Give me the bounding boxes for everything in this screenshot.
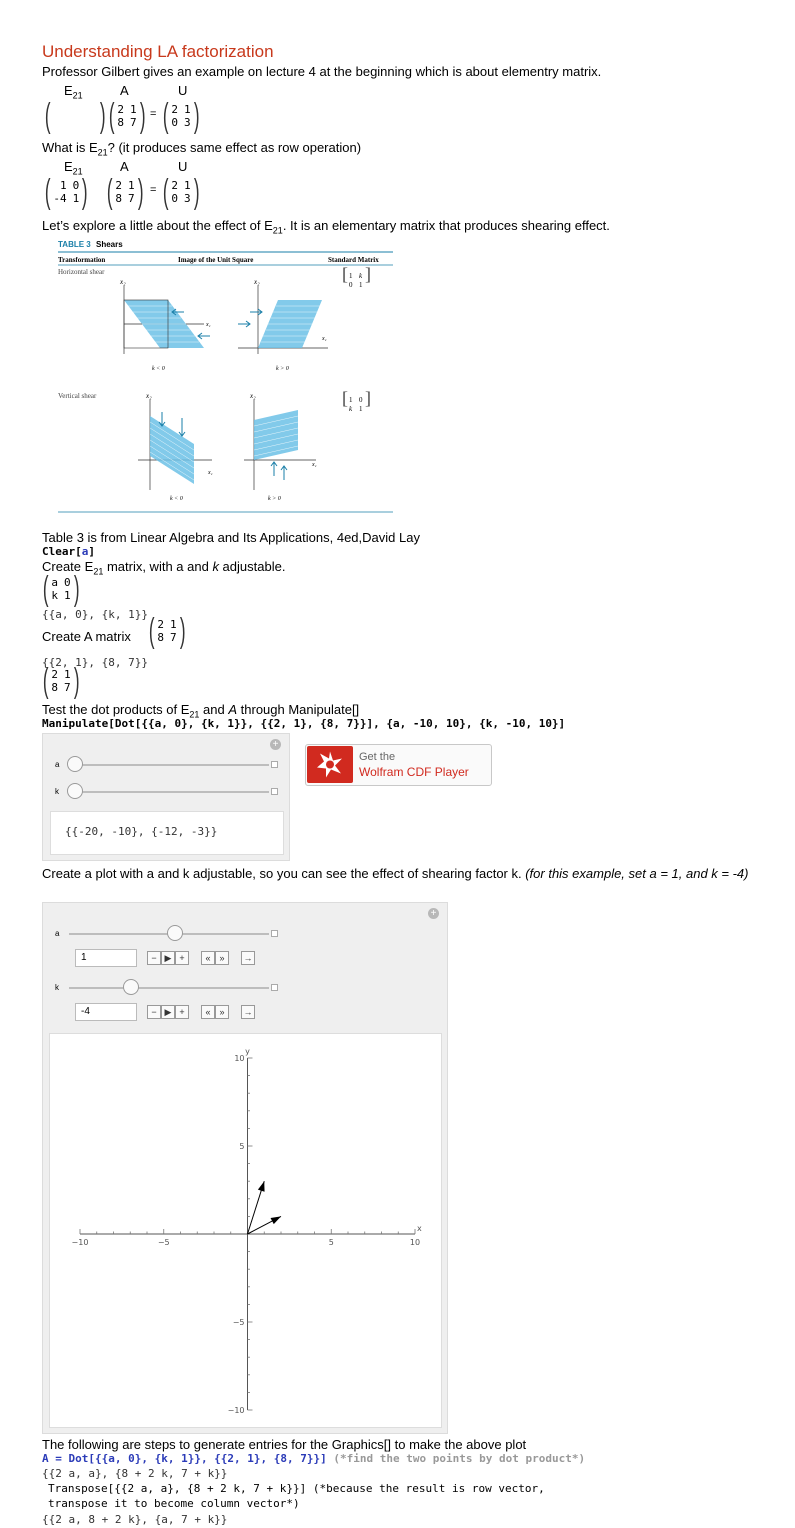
k-value-input[interactable]: -4 [75, 1003, 137, 1021]
plot-area [49, 1033, 442, 1428]
row-vertical-shear: Vertical shear [58, 392, 97, 400]
e-matrix-output: {{a, 0}, {k, 1}} [42, 608, 148, 621]
a-value-input[interactable]: 1 [75, 949, 137, 967]
svg-text:1: 1 [359, 281, 363, 289]
eq2-label-a: A [120, 159, 129, 174]
svg-text:[: [ [342, 388, 348, 408]
manipulate-output-box [50, 811, 284, 855]
v-shear-pos [244, 392, 317, 502]
svg-text:x₂: x₂ [254, 278, 260, 286]
slider-a-track[interactable] [69, 764, 269, 766]
eq2-matrix-a: ( 2 1 8 7 ) [106, 173, 144, 211]
slider2-a-label: a [55, 929, 60, 938]
slider-k-expand-icon[interactable] [271, 788, 278, 795]
out-transpose: {{2 a, 8 + 2 k}, {a, 7 + k}} [42, 1513, 228, 1526]
slider-a-expand-icon[interactable] [271, 761, 278, 768]
wolfram-logo-icon [307, 746, 353, 783]
vector-arrowhead-1 [271, 1216, 281, 1224]
eq1-empty-matrix: ( ) [44, 97, 106, 135]
slider-k-knob[interactable] [67, 783, 83, 799]
svg-text:0: 0 [349, 281, 353, 289]
svg-text:k: k [349, 405, 353, 413]
x-tick-label: −5 [157, 1238, 170, 1247]
table-subtitle: Shears [96, 240, 123, 249]
steps-text: The following are steps to generate entries for the Graphics[] to make the above plot [42, 1437, 527, 1452]
svg-text:]: ] [365, 264, 371, 284]
create-a-text: Create A matrix [42, 629, 131, 644]
eq2-label-e: $E_{21}$ [64, 159, 83, 177]
svg-text:k > 0: k > 0 [268, 496, 281, 502]
shears-table [58, 238, 393, 518]
svg-text:k < 0: k < 0 [170, 496, 183, 502]
slider-a-knob[interactable] [67, 756, 83, 772]
k-increment-button[interactable]: + [175, 1005, 189, 1019]
test-dot-text: Test the dot products of $E_{21}$ and A through Manipulate[] [42, 702, 360, 720]
manipulate-panel-1 [42, 733, 290, 861]
svg-text:x₁: x₁ [322, 336, 327, 342]
page-title: Understanding LA factorization [42, 42, 274, 61]
slider-k-track[interactable] [69, 791, 269, 793]
x-tick-label: 10 [409, 1238, 421, 1247]
a-faster-button[interactable]: « [201, 951, 215, 965]
eq1-equals: = [150, 108, 157, 120]
table-title: TABLE 3 [58, 240, 91, 249]
k-play-button[interactable]: ▶ [161, 1005, 175, 1019]
code-dot: A = Dot[{{a, 0}, {k, 1}}, {{2, 1}, {8, 7}}] (*find the two points by dot product*) [42, 1452, 586, 1465]
k-decrement-button[interactable]: − [147, 1005, 161, 1019]
svg-text:1: 1 [359, 405, 363, 413]
a-play-button[interactable]: ▶ [161, 951, 175, 965]
slider2-k-knob[interactable] [123, 979, 139, 995]
slider2-k-collapse-icon[interactable] [271, 984, 278, 991]
svg-text:x₂: x₂ [250, 392, 256, 400]
code-transpose: Transpose[{{2 a, a}, {8 + 2 k, 7 + k}}] (*because the result is row vector, [48, 1482, 545, 1495]
intro-text: Professor Gilbert gives an example on lecture 4 at the beginning which is about elementry matrix. [42, 64, 602, 79]
eq2-label-u: U [178, 159, 188, 174]
slider2-k-label: k [55, 983, 59, 992]
col-standard-matrix: Standard Matrix [328, 256, 379, 264]
svg-text:x₁: x₁ [312, 462, 317, 468]
svg-text:]: ] [365, 388, 371, 408]
v-shear-neg [138, 392, 213, 502]
slider2-a-knob[interactable] [167, 925, 183, 941]
plus-icon-2[interactable]: + [428, 908, 439, 919]
eq2-equals: = [150, 184, 157, 196]
row-horizontal-shear: Horizontal shear [58, 268, 105, 276]
eq1-label-e: $E_{21}$ [64, 83, 83, 101]
svg-text:0: 0 [359, 396, 363, 404]
a-matrix-form: ( 2 1 8 7 ) [42, 662, 80, 700]
cdf-line1: Get the [359, 751, 396, 763]
k-direction-button[interactable]: → [241, 1005, 255, 1019]
col-transformation: Transformation [58, 256, 106, 264]
code-transpose-comment: transpose it to become column vector*) [48, 1497, 300, 1510]
svg-text:x₁: x₁ [206, 322, 211, 328]
std-matrix-horizontal [342, 264, 371, 289]
cdf-line2: Wolfram CDF Player [359, 765, 469, 779]
a-matrix-input: ( 2 1 8 7 ) [148, 612, 186, 650]
svg-text:k > 0: k > 0 [276, 366, 289, 372]
plot-intro-text: Create a plot with a and k adjustable, so you can see the effect of shearing factor k. (for this example, set a = 1, and k = -4) [42, 866, 749, 881]
std-matrix-vertical [342, 388, 371, 413]
slider-a-label: a [55, 760, 60, 769]
vector-arrowhead-2 [258, 1181, 265, 1192]
eq1-label-u: U [178, 83, 188, 98]
h-shear-pos [238, 278, 328, 372]
svg-text:x₂: x₂ [146, 392, 152, 400]
clear-code: Clear[a] [42, 545, 95, 558]
h-shear-neg [119, 278, 211, 372]
eq1-matrix-u: ( 2 1 0 3 ) [162, 97, 200, 135]
manipulate-panel-2 [42, 902, 448, 1434]
a-decrement-button[interactable]: − [147, 951, 161, 965]
a-direction-button[interactable]: → [241, 951, 255, 965]
explore-text: Let’s explore a little about the effect of $E_{21}$. It is an elementary matrix that produces shearing effect. [42, 218, 610, 236]
y-axis-label: y [245, 1047, 250, 1056]
out-dot: {{2 a, a}, {8 + 2 k, 7 + k}} [42, 1467, 228, 1480]
slider-k-label: k [55, 787, 59, 796]
create-e-text: Create $E_{21}$ matrix, with a and k adjustable. [42, 559, 286, 577]
eq1-matrix-a: ( 2 1 8 7 ) [108, 97, 146, 135]
k-faster-button[interactable]: « [201, 1005, 215, 1019]
manipulate-result: {{-20, -10}, {-12, -3}} [65, 825, 218, 838]
y-tick-label: −5 [232, 1318, 245, 1327]
svg-text:k: k [359, 272, 363, 280]
y-tick-label: −10 [227, 1406, 245, 1415]
x-tick-label: 5 [328, 1238, 334, 1247]
manipulate-code: Manipulate[Dot[{{a, 0}, {k, 1}}, {{2, 1}, {8, 7}}], {a, -10, 10}, {k, -10, 10}] [42, 717, 566, 730]
x-tick-label: −10 [71, 1238, 89, 1247]
eq2-matrix-u: ( 2 1 0 3 ) [162, 173, 200, 211]
x-axis-label: x [417, 1224, 422, 1233]
a-matrix-output: {{2, 1}, {8, 7}} [42, 656, 148, 669]
svg-text:x₁: x₁ [208, 470, 213, 476]
vector-plot [50, 1034, 441, 1427]
cdf-player-button[interactable] [305, 744, 492, 786]
slider2-k-track[interactable] [69, 987, 269, 989]
plus-icon[interactable]: + [270, 739, 281, 750]
k-slower-button[interactable]: » [215, 1005, 229, 1019]
e-matrix-input: ( a 0 k 1 ) [42, 570, 80, 608]
svg-text:1: 1 [349, 396, 353, 404]
source-text: Table 3 is from Linear Algebra and Its Applications, 4ed,David Lay [42, 530, 420, 545]
svg-text:k < 0: k < 0 [152, 366, 165, 372]
col-image: Image of the Unit Square [178, 256, 254, 264]
slider2-a-collapse-icon[interactable] [271, 930, 278, 937]
svg-text:x₂: x₂ [120, 278, 126, 286]
y-tick-label: 5 [239, 1142, 245, 1151]
question-text: What is $E_{21}$? (it produces same effect as row operation) [42, 140, 362, 158]
svg-text:[: [ [342, 264, 348, 284]
a-increment-button[interactable]: + [175, 951, 189, 965]
a-slower-button[interactable]: » [215, 951, 229, 965]
svg-text:1: 1 [349, 272, 353, 280]
eq2-matrix-e: ( 1 0 -4 1 ) [44, 173, 88, 211]
y-tick-label: 10 [234, 1054, 245, 1063]
shears-table-figure [58, 238, 393, 518]
eq1-label-a: A [120, 83, 129, 98]
